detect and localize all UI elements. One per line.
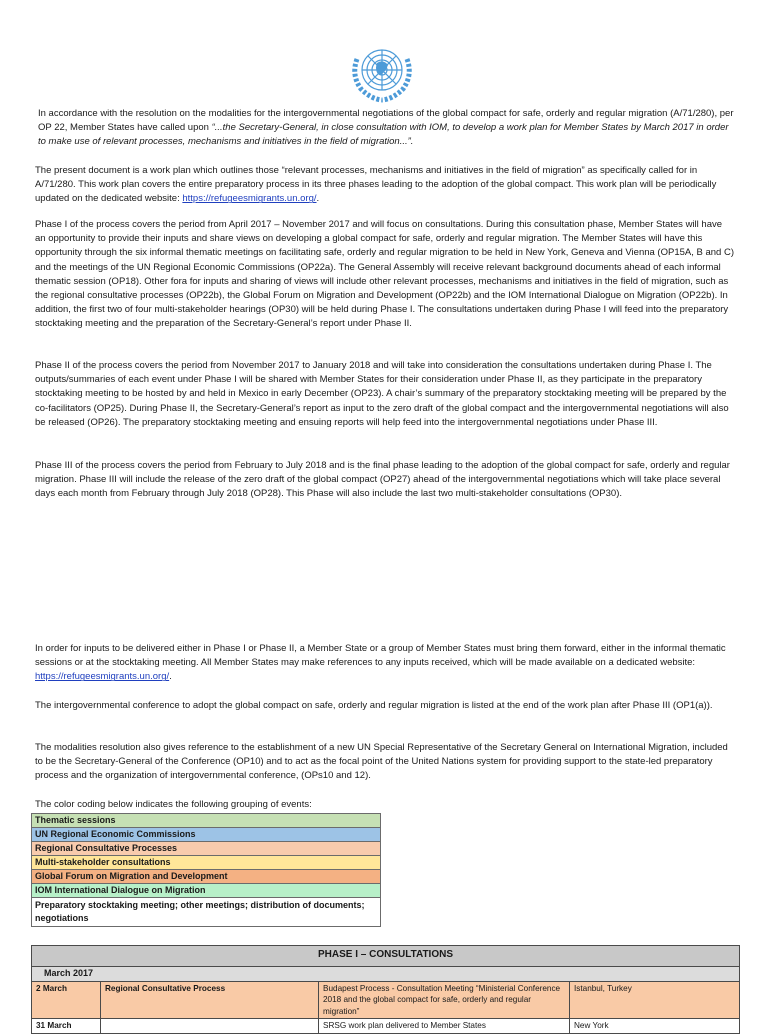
event-type: [101, 1019, 319, 1034]
phase-3-paragraph: Phase III of the process covers the period from February to July 2018 and is the final phase leading to the adoption of the global compact for safe, orderly and regular migration. Phase III will include the release of the zero draft of the global compact (OP27) ahead of the intergovernmental negotiations which will take place several days each month from February through July 2018 (OP28). This Phase will also include the last two multi-stakeholder consultations (OP30).: [35, 460, 730, 500]
event-location: Istanbul, Turkey: [570, 981, 740, 1019]
inputs-paragraph: In order for inputs to be delivered either in Phase I or Phase II, a Member State or a group of Member States must bring them forward, either in the informal thematic sessions or at the stocktaking meeting. All Member States may make references to any inputs received, which will be made available on a dedicated website: https://refugeesmigrants.un.org/.: [35, 643, 726, 683]
work-plan-paragraph: The present document is a work plan which outlines those “relevant processes, mechanisms and initiatives in the field of migration” as specifically called for in A/71/280. This work plan covers the entire preparatory process in its three phases leading to the adoption of the global compact. This work plan will be periodically updated on the dedicated website: https://refugeesmigrants.un.org/.: [35, 165, 717, 205]
legend-global-forum: Global Forum on Migration and Development: [32, 870, 381, 884]
event-date: 31 March: [32, 1019, 101, 1034]
event-description: SRSG work plan delivered to Member States: [319, 1019, 570, 1034]
legend-multi-stakeholder: Multi-stakeholder consultations: [32, 856, 381, 870]
color-legend: [31, 813, 381, 927]
conference-paragraph: The intergovernmental conference to adopt the global compact on safe, orderly and regular migration is listed at the end of the work plan after Phase III (OP1(a)).: [35, 700, 713, 711]
event-date: 2 March: [32, 981, 101, 1019]
event-description: Budapest Process - Consultation Meeting “Ministerial Conference 2018 and the global compact for safe, orderly and regular migration”: [319, 981, 570, 1019]
legend-iom-dialogue: IOM International Dialogue on Migration: [32, 884, 381, 898]
event-type: Regional Consultative Process: [101, 981, 319, 1019]
un-emblem-icon: [347, 39, 417, 103]
legend-regional-consultative: Regional Consultative Processes: [32, 842, 381, 856]
phase-2-paragraph: Phase II of the process covers the period from November 2017 to January 2018 and will take into consideration the consultations undertaken during Phase I. The outputs/summaries of each event under Phase I will be shared with Member States for their consideration under Phase II, as they participate in the preparatory stocktaking meeting to be hosted by and held in Mexico in early December (OP23). A chair’s summary of the preparatory stocktaking meeting will be prepared by the co-facilitators (OP25). During Phase II, the Secretary-General’s report as input to the zero draft of the global compact and the intergovernmental negotiations will also be released (OP26). The preparatory stocktaking meeting and ensuing reports will help feed into the intergovernmental negotiations under Phase III.: [35, 360, 729, 428]
intro-paragraph: In accordance with the resolution on the modalities for the intergovernmental negotiations of the global compact for safe, orderly and regular migration (A/71/280), per OP 22, Member States have called upon “...the Secretary-General, in close consultation with IOM, to develop a work plan for Member States by March 2017 in order to make use of relevant processes, mechanisms and initiatives in the field of migration...”.: [38, 108, 734, 148]
table-row: [32, 1019, 740, 1034]
srsg-paragraph: The modalities resolution also gives reference to the establishment of a new UN Special Representative of the Secretary General on International Migration, included to be the Secretary-General of the Conference (OP10) and to act as the focal point of the United Nations system for providing support to the state-led preparatory process and the organization of intergovernmental conference, (OPs10 and 12).: [35, 742, 728, 782]
quote-text: “...the Secretary-General, in close consultation with IOM, to develop a work plan for Member States by March 2017 in order to make use of relevant processes, mechanisms and initiatives in the field of migration...”.: [38, 122, 729, 148]
legend-regional-economic: UN Regional Economic Commissions: [32, 828, 381, 842]
website-link[interactable]: https://refugeesmigrants.un.org/: [182, 193, 317, 205]
event-location: New York: [570, 1019, 740, 1034]
website-link-2[interactable]: https://refugeesmigrants.un.org/: [35, 671, 170, 683]
month-header: March 2017: [32, 967, 740, 982]
phase-1-paragraph: Phase I of the process covers the period from April 2017 – November 2017 and will focus on consultations. During this consultation phase, Member States will have an opportunity to provide their inputs and share views on developing a global compact for safe, orderly and regular migration. The Member States will have this opportunity through the six informal thematic meetings on facilitating safe, orderly and regular migration to be held in New York, Geneva and Vienna (OP15A, B and C) and the meetings of the UN Regional Economic Commissions (OP22a). The General Assembly will receive relevant background documents ahead of each informal thematic session (OP18). Other fora for inputs and sharing of views will include other relevant processes, mechanisms and initiatives in the field of migration, such as the regional consultative processes (OP22b), the Global Forum on Migration and Development (OP22b) and the IOM International Dialogue on Migration (OP22b). In addition, the first two of four multi-stakeholder hearings (OP30) will be held during Phase I. The consultations undertaken during Phase I will feed into the preparatory stocktaking meeting and the preparation of the Secretary-General’s report under Phase II.: [35, 219, 734, 330]
legend-preparatory: Preparatory stocktaking meeting; other meetings; distribution of documents; negotiations: [32, 898, 381, 927]
table-row: [32, 981, 740, 1019]
legend-thematic: Thematic sessions: [32, 814, 381, 828]
phase-1-table: [31, 945, 740, 1034]
legend-intro: The color coding below indicates the following grouping of events:: [35, 799, 312, 810]
phase-title: PHASE I – CONSULTATIONS: [32, 946, 740, 967]
